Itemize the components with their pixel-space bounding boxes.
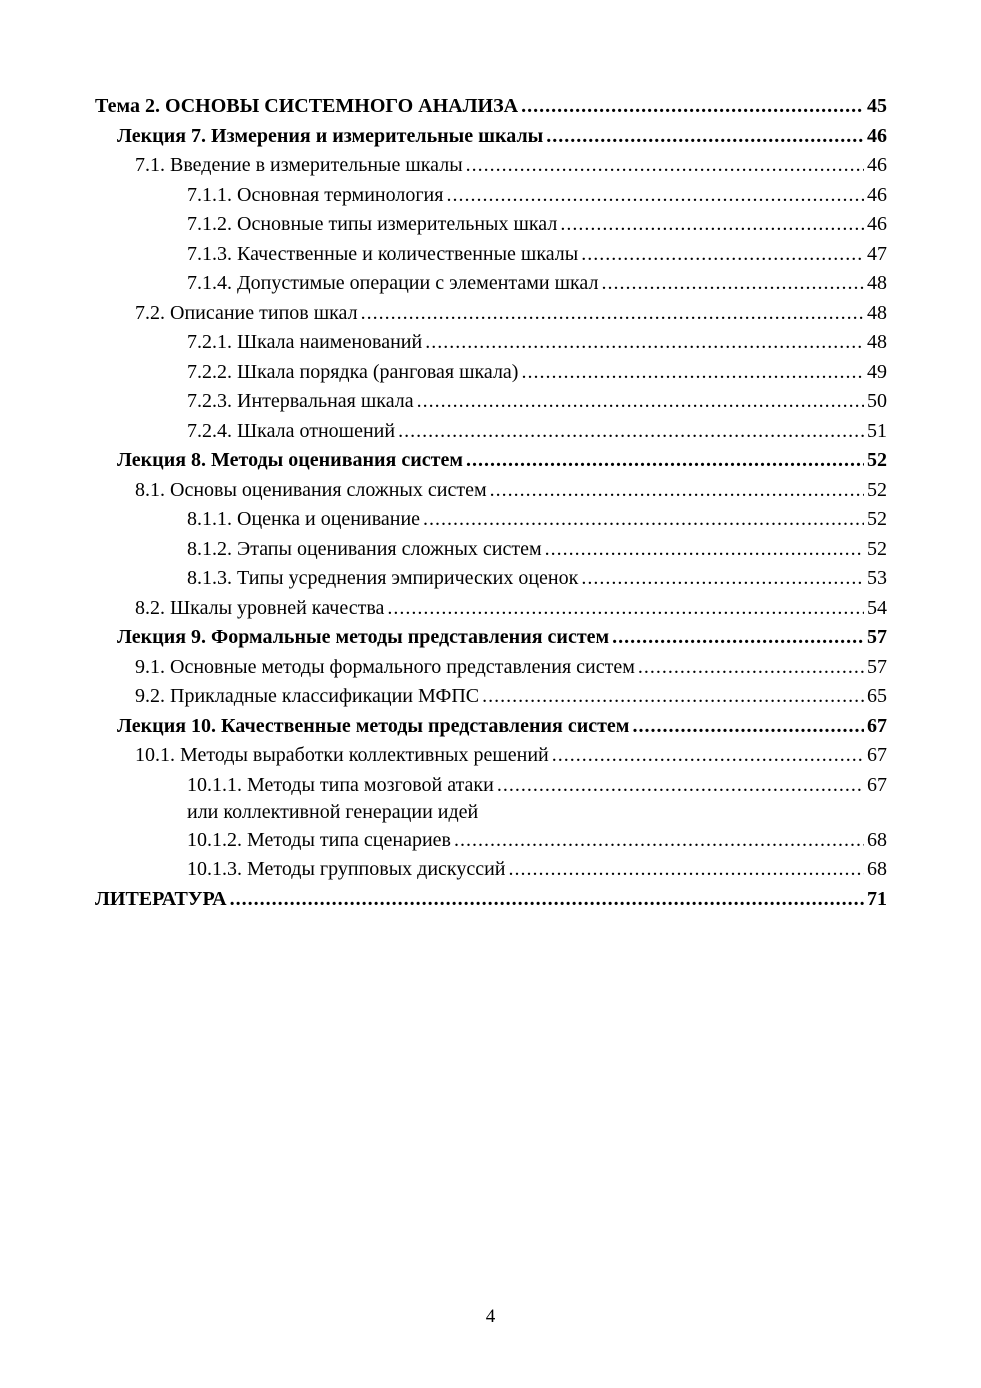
toc-entry-title: 10.1.2. Методы типа сценариев: [187, 828, 451, 851]
toc-entry[interactable]: [95, 387, 887, 417]
toc-entry-title: 7.1.3. Качественные и количественные шкалы: [187, 242, 579, 265]
toc-entry-page: 46: [867, 154, 887, 176]
toc-entry-title: 7.2.2. Шкала порядка (ранговая шкала): [187, 360, 519, 383]
toc-entry[interactable]: [95, 535, 887, 565]
toc-entry-title: 8.1.3. Типы усреднения эмпирических оценок: [187, 567, 579, 589]
toc-entry-page: 68: [867, 858, 887, 880]
toc-entry[interactable]: [95, 826, 887, 856]
toc-entry-title: 7.2.4. Шкала отношений: [187, 419, 396, 442]
toc-entry[interactable]: [95, 594, 887, 624]
toc-entry-page: 52: [867, 537, 887, 560]
toc-dot-leader: [560, 210, 864, 240]
toc-entry-title: 9.1. Основные методы формального представления систем: [135, 655, 635, 678]
toc-dot-leader: [423, 505, 864, 535]
toc-dot-leader: [425, 328, 864, 358]
toc-entry[interactable]: [95, 682, 887, 712]
toc-entry-page: 65: [867, 685, 887, 707]
toc-entry-title: Лекция 9. Формальные методы представления систем: [117, 626, 610, 648]
toc-entry-page: 52: [867, 478, 887, 501]
toc-entry[interactable]: [95, 240, 887, 270]
toc-entry[interactable]: [95, 855, 887, 885]
toc-dot-leader: [509, 855, 865, 885]
toc-dot-leader: [497, 771, 864, 801]
toc-entry-page: 57: [867, 626, 887, 648]
toc-entry[interactable]: [95, 446, 887, 476]
toc-entry[interactable]: [95, 122, 887, 152]
toc-entry[interactable]: [95, 151, 887, 181]
toc-entry[interactable]: [95, 564, 887, 594]
toc-entry-title: ЛИТЕРАТУРА: [95, 887, 227, 910]
toc-dot-leader: [521, 358, 864, 388]
toc-dot-leader: [552, 741, 864, 771]
toc-dot-leader: [490, 476, 864, 506]
toc-dot-leader: [581, 240, 864, 270]
toc-entry-page: 53: [867, 567, 887, 589]
toc-entry-page: 45: [867, 95, 887, 117]
toc-entry[interactable]: [95, 505, 887, 535]
toc-entry[interactable]: [95, 476, 887, 506]
toc-dot-leader: [466, 151, 864, 181]
toc-entry[interactable]: [95, 328, 887, 358]
toc-entry[interactable]: [95, 623, 887, 653]
toc-dot-leader: [466, 446, 864, 476]
toc-entry-page: 68: [867, 828, 887, 851]
toc-dot-leader: [417, 387, 864, 417]
toc-entry[interactable]: [95, 741, 887, 771]
toc-entry[interactable]: [95, 358, 887, 388]
toc-entry-page: 49: [867, 360, 887, 383]
toc-dot-leader: [612, 623, 864, 653]
toc-entry[interactable]: [95, 181, 887, 211]
toc-entry-title: 10.1. Методы выработки коллективных решений: [135, 744, 549, 766]
toc-entry-page: 48: [867, 272, 887, 294]
toc-entry[interactable]: [95, 417, 887, 447]
toc-dot-leader: [581, 564, 864, 594]
toc-entry-title: Тема 2. ОСНОВЫ СИСТЕМНОГО АНАЛИЗА: [95, 95, 519, 117]
toc-dot-leader: [361, 299, 864, 329]
toc-dot-leader: [638, 653, 864, 683]
page-number: 4: [485, 1306, 496, 1327]
toc-entry[interactable]: [95, 885, 887, 915]
toc-entry-title: 8.2. Шкалы уровней качества: [135, 596, 385, 619]
toc-entry-title: Лекция 10. Качественные методы представления систем: [117, 714, 630, 737]
toc-dot-leader: [454, 826, 864, 856]
toc-entry-title: 7.2. Описание типов шкал: [135, 301, 358, 324]
toc-entry[interactable]: [95, 653, 887, 683]
toc-dot-leader: [601, 269, 864, 299]
toc-entry[interactable]: [95, 299, 887, 329]
toc-entry-title: 7.1.4. Допустимые операции с элементами шкал: [187, 272, 599, 294]
toc-entry[interactable]: [95, 771, 887, 826]
toc-entry-title: 10.1.3. Методы групповых дискуссий: [187, 858, 506, 880]
toc-entry[interactable]: [95, 712, 887, 742]
toc-dot-leader: [482, 682, 864, 712]
toc-entry-page: 46: [867, 183, 887, 206]
toc-entry-title: 8.1. Основы оценивания сложных систем: [135, 478, 487, 501]
toc-entry-page: 48: [867, 301, 887, 324]
toc-dot-leader: [521, 92, 864, 122]
toc-entry-page: 52: [867, 449, 887, 471]
toc-entry-page: 71: [867, 887, 887, 910]
toc-entry-page: 50: [867, 390, 887, 412]
toc-dot-leader: [387, 594, 864, 624]
toc-dot-leader: [446, 181, 864, 211]
toc-entry-title: 7.2.3. Интервальная шкала: [187, 390, 414, 412]
toc-dot-leader: [546, 122, 864, 152]
toc-entry-page: 46: [867, 124, 887, 147]
toc-dot-leader: [230, 885, 864, 915]
toc-entry[interactable]: [95, 269, 887, 299]
toc-entry[interactable]: [95, 92, 887, 122]
toc-entry-page: 48: [867, 331, 887, 353]
toc-entry-page: 67: [867, 744, 887, 766]
toc-entry-page: 51: [867, 419, 887, 442]
toc-entry-title: 7.1.2. Основные типы измерительных шкал: [187, 213, 558, 235]
toc-dot-leader: [632, 712, 864, 742]
toc-entry-page: 57: [867, 655, 887, 678]
toc-entry-title: 7.2.1. Шкала наименований: [187, 331, 423, 353]
table-of-contents: [95, 92, 887, 914]
toc-entry-title: Лекция 7. Измерения и измерительные шкалы: [117, 124, 544, 147]
toc-entry-page: 54: [867, 596, 887, 619]
toc-entry-page: 46: [867, 213, 887, 235]
toc-entry-page: 67: [867, 714, 887, 737]
toc-entry-title: 8.1.1. Оценка и оценивание: [187, 508, 421, 530]
toc-dot-leader: [545, 535, 864, 565]
toc-entry-page: 67: [867, 773, 887, 796]
toc-entry[interactable]: [95, 210, 887, 240]
toc-entry-title: Лекция 8. Методы оценивания систем: [117, 449, 463, 471]
toc-entry-title: 10.1.1. Методы типа мозговой атаки или коллективной генерации идей: [187, 773, 494, 823]
toc-entry-page: 47: [867, 242, 887, 265]
toc-entry-title: 8.1.2. Этапы оценивания сложных систем: [187, 537, 542, 560]
toc-entry-title: 7.1. Введение в измерительные шкалы: [135, 154, 463, 176]
toc-entry-page: 52: [867, 508, 887, 530]
toc-dot-leader: [398, 417, 864, 447]
toc-entry-title: 7.1.1. Основная терминология: [187, 183, 444, 206]
toc-entry-title: 9.2. Прикладные классификации МФПС: [135, 685, 480, 707]
